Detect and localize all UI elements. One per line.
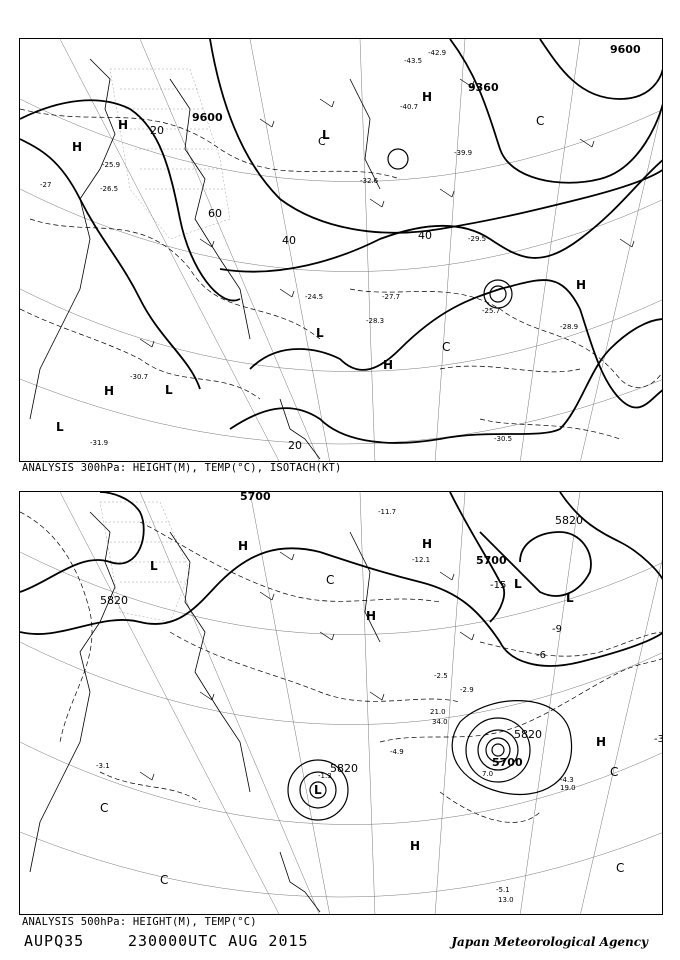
- low-contours-300: [388, 149, 512, 308]
- temp-label: -3: [654, 734, 664, 745]
- pressure-center: C: [326, 573, 335, 587]
- height-label: 9600: [192, 111, 223, 124]
- temp-label: -4.9: [390, 748, 404, 756]
- temp-label: -30.7: [130, 373, 149, 381]
- pressure-center: H: [72, 140, 83, 154]
- pressure-center: H: [576, 278, 587, 292]
- temp-label: -25.9: [102, 161, 121, 169]
- pressure-center: L: [56, 420, 64, 434]
- temp-label: -12.1: [412, 556, 431, 564]
- temp-label: -39.9: [454, 149, 473, 157]
- height-label: C: [318, 135, 326, 148]
- temp-labels-500: [96, 508, 663, 904]
- temp-labels-300: [40, 49, 578, 447]
- temp-label: -1.3: [318, 772, 332, 780]
- temp-label: -2.9: [460, 686, 474, 694]
- temp-label: 7.0: [482, 770, 494, 778]
- agency-name: Japan Meteorological Agency: [451, 935, 648, 949]
- pressure-center: H: [422, 537, 433, 551]
- temp-label: -29.5: [468, 235, 487, 243]
- map-300hpa-drawing: [20, 39, 663, 462]
- pressure-center: C: [536, 114, 545, 128]
- pressure-center: C: [616, 861, 625, 875]
- temp-label: -3.1: [96, 762, 110, 770]
- temp-label: -30.5: [494, 435, 513, 443]
- temp-label: -5.1: [496, 886, 510, 894]
- pressure-center: H: [118, 118, 129, 132]
- temp-label: -11.7: [378, 508, 397, 516]
- temp-label: -27.7: [382, 293, 401, 301]
- height-contours-300: [20, 39, 663, 443]
- height-label: 5820: [514, 728, 542, 741]
- temp-label: 21.0: [430, 708, 446, 716]
- temp-label: -15: [490, 580, 507, 591]
- coastline-500: [30, 512, 380, 912]
- height-label: 5700: [476, 554, 507, 567]
- temp-label: -27: [40, 181, 52, 189]
- wind-barbs-500: [140, 552, 474, 780]
- temp-label: -9: [552, 624, 562, 635]
- isotherms-300: [20, 109, 663, 439]
- pressure-center: H: [366, 609, 377, 623]
- temp-label: -31.9: [90, 439, 109, 447]
- pressure-center: H: [410, 839, 421, 853]
- pressure-center: H: [422, 90, 433, 104]
- pressure-center: H: [104, 384, 115, 398]
- map-panel-300hpa: [19, 38, 663, 462]
- temp-label: -28.9: [560, 323, 579, 331]
- temp-label: -6: [536, 650, 546, 661]
- temp-label: -4.3: [560, 776, 574, 784]
- caption-300hpa: ANALYSIS 300hPa: HEIGHT(M), TEMP(°C), ISOTACH(KT): [22, 462, 342, 474]
- pressure-centers-500: [100, 537, 624, 887]
- map-panel-500hpa: [19, 491, 663, 915]
- graticule-500: [20, 492, 663, 915]
- analysis-datetime: 230000UTC AUG 2015: [128, 932, 309, 950]
- pressure-center: C: [442, 340, 451, 354]
- pressure-center: H: [383, 358, 394, 372]
- height-label: 9600: [610, 43, 641, 56]
- height-label: 5820: [330, 762, 358, 775]
- lows-500: [288, 701, 572, 820]
- pressure-center: H: [238, 539, 249, 553]
- temp-label: -32.6: [360, 177, 379, 185]
- height-label: 5700: [492, 756, 523, 769]
- caption-500hpa: ANALYSIS 500hPa: HEIGHT(M), TEMP(°C): [22, 916, 257, 928]
- temp-label: 34.0: [432, 718, 448, 726]
- temp-label: -26.5: [100, 185, 119, 193]
- temp-label: -42.9: [428, 49, 447, 57]
- map-500hpa-drawing: [20, 492, 663, 915]
- height-label: 20: [288, 439, 302, 452]
- height-label: 5820: [555, 514, 583, 527]
- chart-code: AUPQ35: [24, 932, 85, 950]
- temp-label: -43.5: [404, 57, 423, 65]
- temp-label: -24.5: [305, 293, 324, 301]
- pressure-center: L: [566, 591, 574, 605]
- height-label: 20: [150, 124, 164, 137]
- height-label: 40: [418, 229, 432, 242]
- temp-label: 19.0: [560, 784, 576, 792]
- height-label: 40: [282, 234, 296, 247]
- pressure-center: L: [514, 577, 522, 591]
- temp-label: -2.5: [434, 672, 448, 680]
- temp-label: -28.3: [366, 317, 385, 325]
- pressure-center: L: [316, 326, 324, 340]
- pressure-center: L: [322, 128, 330, 142]
- pressure-center: C: [100, 801, 109, 815]
- height-label: 5700: [240, 492, 271, 503]
- pressure-center: L: [314, 783, 322, 797]
- temp-label: -40.7: [400, 103, 419, 111]
- height-label: 5820: [100, 594, 128, 607]
- temp-label: 13.0: [498, 896, 514, 904]
- height-label: 60: [208, 207, 222, 220]
- temp-label: -25.7: [482, 307, 501, 315]
- pressure-center: L: [150, 559, 158, 573]
- pressure-center: C: [610, 765, 619, 779]
- pressure-center: H: [596, 735, 607, 749]
- height-label: 9360: [468, 81, 499, 94]
- graticule-300: [20, 39, 663, 462]
- pressure-center: C: [160, 873, 169, 887]
- pressure-center: L: [165, 383, 173, 397]
